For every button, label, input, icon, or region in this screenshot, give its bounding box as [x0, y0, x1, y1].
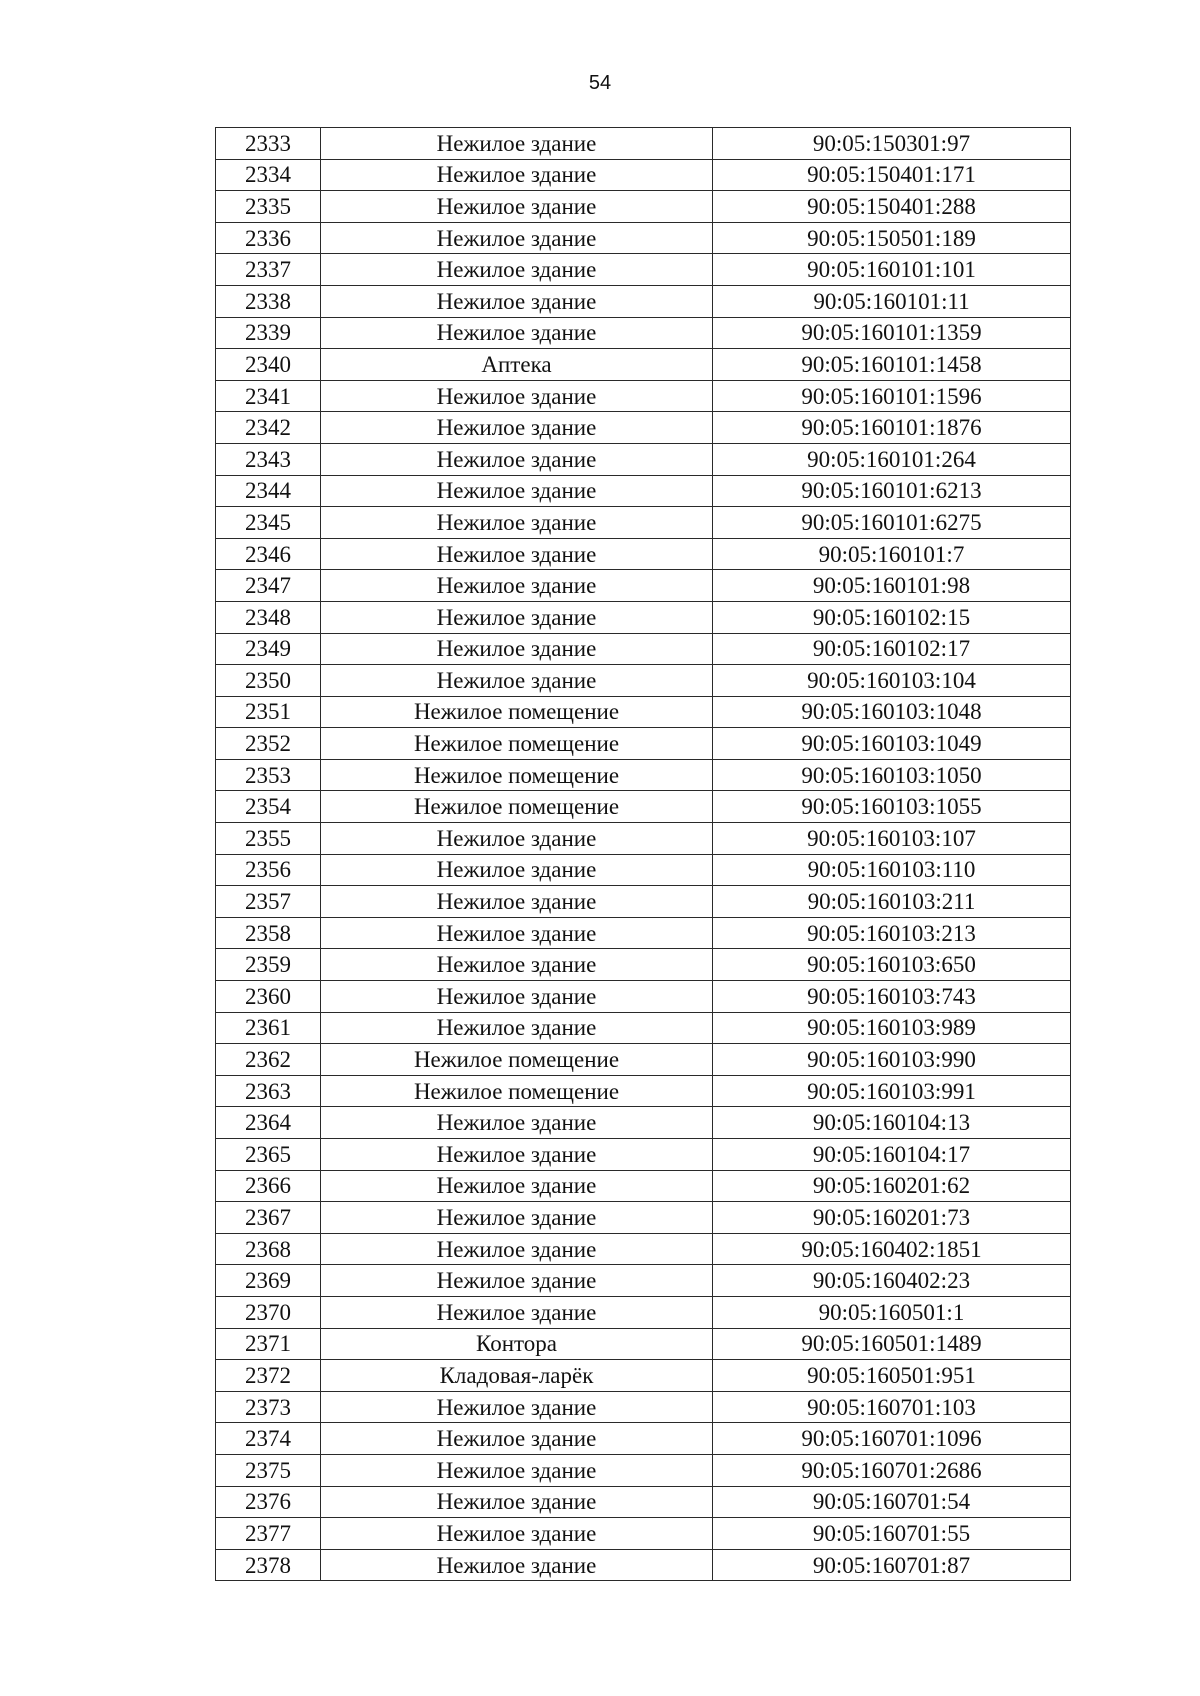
row-number-cell: 2338: [216, 285, 321, 317]
table-row: [216, 633, 1071, 665]
row-number-cell: 2352: [216, 728, 321, 760]
cadastral-number-cell: 90:05:160101:98: [713, 570, 1071, 602]
object-name-cell: Нежилое здание: [321, 538, 713, 570]
object-name-cell: Нежилое здание: [321, 1454, 713, 1486]
cadastral-number-cell: 90:05:160103:1049: [713, 728, 1071, 760]
object-name-cell: Нежилое помещение: [321, 791, 713, 823]
row-number-cell: 2378: [216, 1549, 321, 1581]
cadastral-number-cell: 90:05:160701:103: [713, 1391, 1071, 1423]
cadastral-number-cell: 90:05:160201:73: [713, 1202, 1071, 1234]
cadastral-number-cell: 90:05:160101:6213: [713, 475, 1071, 507]
cadastral-number-cell: 90:05:160103:650: [713, 949, 1071, 981]
table-row: [216, 1454, 1071, 1486]
object-name-cell: Нежилое здание: [321, 222, 713, 254]
row-number-cell: 2343: [216, 443, 321, 475]
row-number-cell: 2333: [216, 128, 321, 160]
cadastral-number-cell: 90:05:160103:1055: [713, 791, 1071, 823]
table-row: [216, 1233, 1071, 1265]
cadastral-number-cell: 90:05:160701:2686: [713, 1454, 1071, 1486]
object-name-cell: Нежилое здание: [321, 317, 713, 349]
row-number-cell: 2374: [216, 1423, 321, 1455]
row-number-cell: 2375: [216, 1454, 321, 1486]
object-name-cell: Аптека: [321, 349, 713, 381]
table-row: [216, 159, 1071, 191]
table-row: [216, 222, 1071, 254]
object-name-cell: Нежилое здание: [321, 949, 713, 981]
table-row: [216, 1328, 1071, 1360]
cadastral-number-cell: 90:05:160501:1489: [713, 1328, 1071, 1360]
object-name-cell: Нежилое здание: [321, 854, 713, 886]
cadastral-number-cell: 90:05:160103:211: [713, 886, 1071, 918]
row-number-cell: 2362: [216, 1044, 321, 1076]
object-name-cell: Нежилое помещение: [321, 1044, 713, 1076]
cadastral-number-cell: 90:05:160103:990: [713, 1044, 1071, 1076]
object-name-cell: Нежилое помещение: [321, 759, 713, 791]
row-number-cell: 2346: [216, 538, 321, 570]
object-name-cell: Нежилое здание: [321, 254, 713, 286]
row-number-cell: 2344: [216, 475, 321, 507]
table-row: [216, 823, 1071, 855]
cadastral-number-cell: 90:05:160101:7: [713, 538, 1071, 570]
object-name-cell: Нежилое здание: [321, 1549, 713, 1581]
table-row: [216, 854, 1071, 886]
object-name-cell: Нежилое здание: [321, 285, 713, 317]
cadastral-number-cell: 90:05:160101:1359: [713, 317, 1071, 349]
table-row: [216, 1423, 1071, 1455]
row-number-cell: 2370: [216, 1296, 321, 1328]
table-row: [216, 791, 1071, 823]
table-row: [216, 601, 1071, 633]
row-number-cell: 2365: [216, 1139, 321, 1171]
table-row: [216, 1107, 1071, 1139]
cadastral-number-cell: 90:05:160103:743: [713, 981, 1071, 1013]
table-row: [216, 1139, 1071, 1171]
row-number-cell: 2372: [216, 1360, 321, 1392]
cadastral-number-cell: 90:05:160701:87: [713, 1549, 1071, 1581]
row-number-cell: 2342: [216, 412, 321, 444]
table-row: [216, 665, 1071, 697]
cadastral-number-cell: 90:05:160402:1851: [713, 1233, 1071, 1265]
object-name-cell: Контора: [321, 1328, 713, 1360]
row-number-cell: 2377: [216, 1518, 321, 1550]
table-row: [216, 412, 1071, 444]
table-row: [216, 1265, 1071, 1297]
table-row: [216, 917, 1071, 949]
property-registry-table: [215, 127, 1071, 1581]
row-number-cell: 2357: [216, 886, 321, 918]
cadastral-number-cell: 90:05:160103:107: [713, 823, 1071, 855]
table-row: [216, 1170, 1071, 1202]
table-row: [216, 1075, 1071, 1107]
object-name-cell: Нежилое здание: [321, 1202, 713, 1234]
object-name-cell: Нежилое здание: [321, 191, 713, 223]
row-number-cell: 2368: [216, 1233, 321, 1265]
cadastral-number-cell: 90:05:160101:101: [713, 254, 1071, 286]
table-body: [216, 128, 1071, 1581]
page-number: 54: [588, 72, 612, 94]
cadastral-number-cell: 90:05:160701:55: [713, 1518, 1071, 1550]
row-number-cell: 2336: [216, 222, 321, 254]
row-number-cell: 2348: [216, 601, 321, 633]
object-name-cell: Нежилое здание: [321, 570, 713, 602]
object-name-cell: Нежилое здание: [321, 1265, 713, 1297]
table-row: [216, 1044, 1071, 1076]
object-name-cell: Нежилое здание: [321, 1391, 713, 1423]
object-name-cell: Нежилое здание: [321, 1486, 713, 1518]
row-number-cell: 2349: [216, 633, 321, 665]
table-row: [216, 380, 1071, 412]
object-name-cell: Нежилое здание: [321, 1296, 713, 1328]
row-number-cell: 2337: [216, 254, 321, 286]
object-name-cell: Нежилое здание: [321, 507, 713, 539]
row-number-cell: 2361: [216, 1012, 321, 1044]
table-row: [216, 570, 1071, 602]
cadastral-number-cell: 90:05:160103:104: [713, 665, 1071, 697]
cadastral-number-cell: 90:05:160402:23: [713, 1265, 1071, 1297]
object-name-cell: Нежилое здание: [321, 443, 713, 475]
table-row: [216, 949, 1071, 981]
row-number-cell: 2351: [216, 696, 321, 728]
table-row: [216, 1012, 1071, 1044]
row-number-cell: 2334: [216, 159, 321, 191]
row-number-cell: 2350: [216, 665, 321, 697]
cadastral-number-cell: 90:05:160103:1048: [713, 696, 1071, 728]
cadastral-number-cell: 90:05:160103:991: [713, 1075, 1071, 1107]
row-number-cell: 2367: [216, 1202, 321, 1234]
object-name-cell: Нежилое здание: [321, 633, 713, 665]
object-name-cell: Нежилое здание: [321, 1139, 713, 1171]
object-name-cell: Нежилое здание: [321, 1233, 713, 1265]
table-row: [216, 1391, 1071, 1423]
cadastral-number-cell: 90:05:160103:213: [713, 917, 1071, 949]
object-name-cell: Нежилое здание: [321, 1423, 713, 1455]
table-row: [216, 728, 1071, 760]
cadastral-number-cell: 90:05:160501:1: [713, 1296, 1071, 1328]
row-number-cell: 2366: [216, 1170, 321, 1202]
row-number-cell: 2376: [216, 1486, 321, 1518]
cadastral-number-cell: 90:05:160501:951: [713, 1360, 1071, 1392]
table-row: [216, 981, 1071, 1013]
row-number-cell: 2353: [216, 759, 321, 791]
row-number-cell: 2355: [216, 823, 321, 855]
cadastral-number-cell: 90:05:160701:1096: [713, 1423, 1071, 1455]
object-name-cell: Нежилое помещение: [321, 696, 713, 728]
table-row: [216, 349, 1071, 381]
cadastral-number-cell: 90:05:160101:11: [713, 285, 1071, 317]
row-number-cell: 2373: [216, 1391, 321, 1423]
object-name-cell: Нежилое здание: [321, 380, 713, 412]
object-name-cell: Нежилое здание: [321, 665, 713, 697]
table-row: [216, 254, 1071, 286]
table-row: [216, 696, 1071, 728]
object-name-cell: Нежилое здание: [321, 981, 713, 1013]
object-name-cell: Нежилое помещение: [321, 1075, 713, 1107]
row-number-cell: 2340: [216, 349, 321, 381]
object-name-cell: Нежилое здание: [321, 1107, 713, 1139]
cadastral-number-cell: 90:05:160701:54: [713, 1486, 1071, 1518]
cadastral-number-cell: 90:05:150401:288: [713, 191, 1071, 223]
row-number-cell: 2358: [216, 917, 321, 949]
table-row: [216, 317, 1071, 349]
cadastral-number-cell: 90:05:150501:189: [713, 222, 1071, 254]
cadastral-number-cell: 90:05:160101:6275: [713, 507, 1071, 539]
row-number-cell: 2341: [216, 380, 321, 412]
row-number-cell: 2360: [216, 981, 321, 1013]
cadastral-number-cell: 90:05:160101:1876: [713, 412, 1071, 444]
table-row: [216, 475, 1071, 507]
table-row: [216, 1202, 1071, 1234]
object-name-cell: Кладовая-ларёк: [321, 1360, 713, 1392]
table-row: [216, 285, 1071, 317]
cadastral-number-cell: 90:05:160103:110: [713, 854, 1071, 886]
row-number-cell: 2359: [216, 949, 321, 981]
cadastral-number-cell: 90:05:160103:989: [713, 1012, 1071, 1044]
object-name-cell: Нежилое здание: [321, 823, 713, 855]
object-name-cell: Нежилое здание: [321, 475, 713, 507]
object-name-cell: Нежилое помещение: [321, 728, 713, 760]
cadastral-number-cell: 90:05:160201:62: [713, 1170, 1071, 1202]
table-row: [216, 443, 1071, 475]
cadastral-number-cell: 90:05:150401:171: [713, 159, 1071, 191]
table-row: [216, 759, 1071, 791]
row-number-cell: 2354: [216, 791, 321, 823]
cadastral-number-cell: 90:05:160102:17: [713, 633, 1071, 665]
table-row: [216, 1296, 1071, 1328]
cadastral-number-cell: 90:05:160104:13: [713, 1107, 1071, 1139]
object-name-cell: Нежилое здание: [321, 128, 713, 160]
table-row: [216, 1549, 1071, 1581]
row-number-cell: 2369: [216, 1265, 321, 1297]
row-number-cell: 2364: [216, 1107, 321, 1139]
cadastral-number-cell: 90:05:160103:1050: [713, 759, 1071, 791]
table-row: [216, 507, 1071, 539]
table-row: [216, 538, 1071, 570]
object-name-cell: Нежилое здание: [321, 886, 713, 918]
object-name-cell: Нежилое здание: [321, 1170, 713, 1202]
table-row: [216, 128, 1071, 160]
row-number-cell: 2335: [216, 191, 321, 223]
row-number-cell: 2371: [216, 1328, 321, 1360]
cadastral-number-cell: 90:05:160104:17: [713, 1139, 1071, 1171]
cadastral-number-cell: 90:05:160101:264: [713, 443, 1071, 475]
row-number-cell: 2356: [216, 854, 321, 886]
row-number-cell: 2347: [216, 570, 321, 602]
object-name-cell: Нежилое здание: [321, 159, 713, 191]
row-number-cell: 2363: [216, 1075, 321, 1107]
cadastral-number-cell: 90:05:160101:1596: [713, 380, 1071, 412]
cadastral-number-cell: 90:05:150301:97: [713, 128, 1071, 160]
table-row: [216, 191, 1071, 223]
table-row: [216, 886, 1071, 918]
object-name-cell: Нежилое здание: [321, 917, 713, 949]
table-row: [216, 1360, 1071, 1392]
object-name-cell: Нежилое здание: [321, 1518, 713, 1550]
row-number-cell: 2339: [216, 317, 321, 349]
object-name-cell: Нежилое здание: [321, 601, 713, 633]
row-number-cell: 2345: [216, 507, 321, 539]
table-row: [216, 1518, 1071, 1550]
cadastral-number-cell: 90:05:160101:1458: [713, 349, 1071, 381]
object-name-cell: Нежилое здание: [321, 1012, 713, 1044]
table-row: [216, 1486, 1071, 1518]
object-name-cell: Нежилое здание: [321, 412, 713, 444]
cadastral-number-cell: 90:05:160102:15: [713, 601, 1071, 633]
